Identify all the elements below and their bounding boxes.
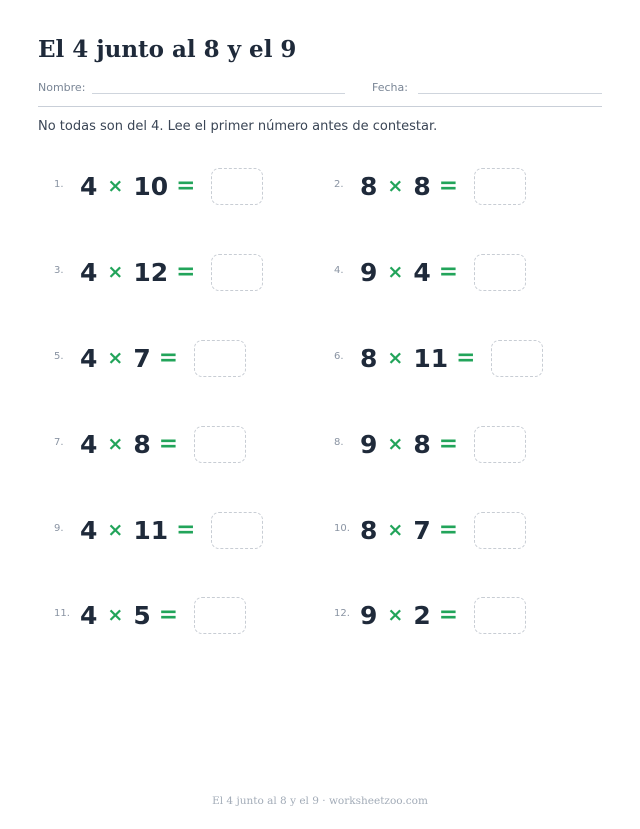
- problem-number: 2.: [334, 178, 344, 190]
- factor-a: 4: [80, 171, 98, 201]
- factor-b: 8: [413, 429, 431, 459]
- factor-a: 4: [80, 600, 98, 630]
- times-sign: ×: [387, 347, 404, 369]
- answer-box[interactable]: [474, 254, 526, 291]
- factor-b: 2: [413, 600, 431, 630]
- equals-sign: =: [438, 173, 459, 199]
- factor-b: 11: [133, 515, 169, 545]
- factor-a: 9: [360, 600, 378, 630]
- problem-6: [334, 338, 543, 378]
- times-sign: ×: [107, 433, 124, 455]
- times-sign: ×: [107, 519, 124, 541]
- problem-5: [54, 338, 246, 378]
- factor-b: 5: [133, 600, 151, 630]
- equals-sign: =: [456, 345, 476, 371]
- factor-b: 7: [413, 515, 431, 545]
- factor-a: 9: [360, 429, 378, 459]
- name-label: Nombre:: [38, 81, 86, 94]
- factor-b: 7: [133, 343, 151, 373]
- factor-a: 4: [80, 429, 98, 459]
- factor-a: 4: [80, 515, 98, 545]
- factor-b: 8: [413, 171, 431, 201]
- factor-a: 9: [360, 257, 378, 287]
- times-sign: ×: [387, 175, 404, 197]
- problem-4: [334, 252, 526, 292]
- factor-b: 8: [133, 429, 151, 459]
- times-sign: ×: [107, 261, 124, 283]
- factor-a: 8: [360, 343, 378, 373]
- problem-8: [334, 424, 526, 464]
- equals-sign: =: [438, 602, 459, 628]
- times-sign: ×: [387, 604, 404, 626]
- header-divider: [38, 106, 602, 107]
- equals-sign: =: [176, 173, 196, 199]
- problem-number: 1.: [54, 178, 64, 190]
- worksheet-title: El 4 junto al 8 y el 9: [38, 36, 297, 63]
- answer-box[interactable]: [474, 168, 526, 205]
- problem-number: 6.: [334, 350, 344, 362]
- answer-box[interactable]: [211, 254, 263, 291]
- times-sign: ×: [107, 347, 124, 369]
- problem-number: 9.: [54, 522, 64, 534]
- problem-3: [54, 252, 263, 292]
- problem-number: 7.: [54, 436, 64, 448]
- equals-sign: =: [158, 602, 179, 628]
- problem-7: [54, 424, 246, 464]
- answer-box[interactable]: [194, 426, 246, 463]
- problem-12: [334, 595, 526, 635]
- factor-b: 11: [413, 343, 449, 373]
- answer-box[interactable]: [211, 512, 263, 549]
- answer-box[interactable]: [474, 597, 526, 634]
- equals-sign: =: [176, 259, 196, 285]
- footer: El 4 junto al 8 y el 9 · worksheetzoo.com: [212, 795, 428, 807]
- factor-b: 10: [133, 171, 169, 201]
- instructions: No todas son del 4. Lee el primer número antes de contestar.: [38, 119, 438, 134]
- factor-b: 4: [413, 257, 431, 287]
- equals-sign: =: [438, 431, 459, 457]
- answer-box[interactable]: [194, 340, 246, 377]
- answer-box[interactable]: [194, 597, 246, 634]
- times-sign: ×: [107, 604, 124, 626]
- equals-sign: =: [158, 345, 179, 371]
- times-sign: ×: [387, 433, 404, 455]
- date-label: Fecha:: [372, 81, 408, 94]
- factor-a: 4: [80, 343, 98, 373]
- problem-number: 8.: [334, 436, 344, 448]
- times-sign: ×: [387, 261, 404, 283]
- answer-box[interactable]: [474, 512, 526, 549]
- problem-9: [54, 510, 263, 550]
- factor-a: 8: [360, 515, 378, 545]
- name-field[interactable]: [92, 93, 345, 94]
- problem-number: 3.: [54, 264, 64, 276]
- problem-10: [334, 510, 526, 550]
- factor-a: 4: [80, 257, 98, 287]
- equals-sign: =: [438, 259, 459, 285]
- problem-number: 12.: [334, 607, 350, 619]
- problem-1: [54, 166, 263, 206]
- date-field[interactable]: [418, 93, 602, 94]
- equals-sign: =: [438, 517, 459, 543]
- answer-box[interactable]: [211, 168, 263, 205]
- problem-number: 4.: [334, 264, 344, 276]
- answer-box[interactable]: [491, 340, 543, 377]
- problem-11: [54, 595, 246, 635]
- equals-sign: =: [158, 431, 179, 457]
- problem-2: [334, 166, 526, 206]
- factor-b: 12: [133, 257, 169, 287]
- answer-box[interactable]: [474, 426, 526, 463]
- problem-number: 5.: [54, 350, 64, 362]
- problem-number: 11.: [54, 607, 70, 619]
- times-sign: ×: [107, 175, 124, 197]
- factor-a: 8: [360, 171, 378, 201]
- problem-number: 10.: [334, 522, 350, 534]
- equals-sign: =: [176, 517, 196, 543]
- times-sign: ×: [387, 519, 404, 541]
